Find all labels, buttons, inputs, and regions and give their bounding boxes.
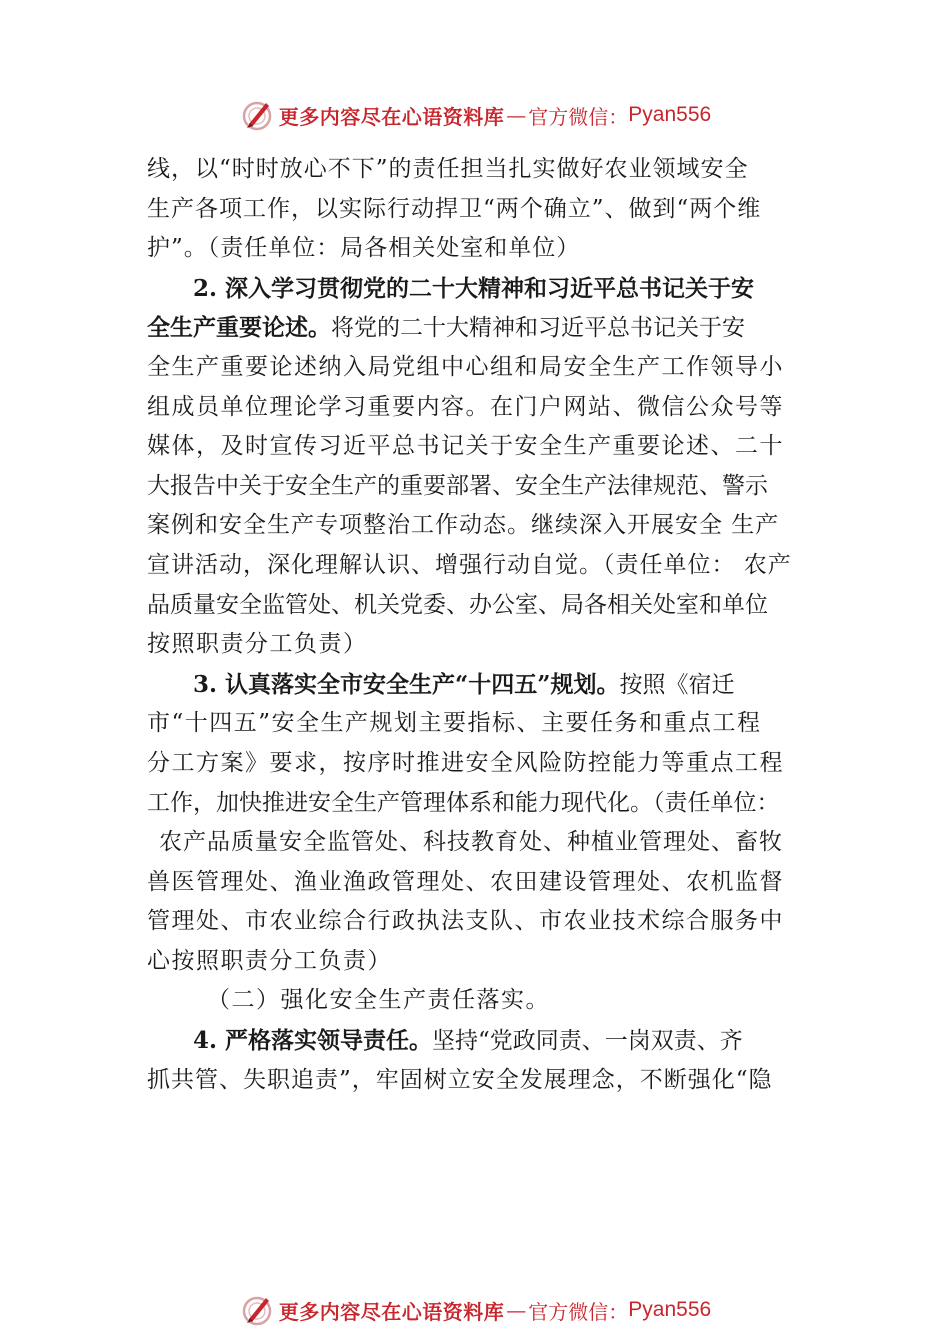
text-line: 品质量安全监管处、机关党委、办公室、局各相关处室和单位: [147, 591, 768, 618]
text-line: 护”。（责任单位：局各相关处室和单位）: [147, 235, 581, 262]
item-4-heading: [147, 1021, 837, 1061]
text-line: 线，以“时时放心不下”的责任担当扎实做好农业领域安全: [147, 156, 749, 182]
banner-dash: —: [506, 1298, 527, 1322]
banner-brand-text: 更多内容尽在心语资料库: [278, 1299, 505, 1324]
section-heading: （二）强化安全生产责任落实。: [207, 987, 550, 1014]
item-4-title: 4. 严格落实领导责任。: [193, 1027, 433, 1055]
text-line: 全生产重要论述纳入局党组中心组和局安全生产工作领导小: [147, 353, 784, 380]
text-line: 媒体，及时宣传习近平总书记关于安全生产重要论述、二十: [147, 433, 784, 460]
text-line: 心按照职责分工负责）: [147, 947, 392, 974]
text-line: 农产品质量安全监管处、科技教育处、种植业管理处、畜牧: [159, 829, 783, 856]
brand-logo-icon: [239, 97, 275, 133]
text-line: 抓共管、失职追责”，牢固树立安全发展理念，不断强化“隐: [147, 1066, 773, 1093]
footer-watermark-banner: [0, 1290, 950, 1330]
text-line: 市“十四五”安全生产规划主要指标、主要任务和重点工程: [147, 710, 762, 737]
text-line: 按照职责分工负责）: [147, 631, 368, 658]
banner-account-id: Pyan556: [628, 103, 712, 126]
item-3-text: 按照《宿迁: [619, 671, 735, 698]
text-line: 大报告中关于安全生产的重要部署、安全生产法律规范、警示: [147, 472, 768, 499]
item-3-title: 3. 认真落实全市安全生产“十四五”规划。: [193, 670, 620, 698]
item-4-text: 坚持“党政同责、一岗双责、齐: [432, 1028, 743, 1055]
header-watermark-banner: [0, 95, 950, 135]
item-2-heading: [147, 269, 837, 309]
brand-logo-icon: [239, 1292, 275, 1328]
text-line: 工作，加快推进安全生产管理体系和能力现代化。（责任单位：: [147, 789, 780, 816]
banner-dash: —: [506, 103, 527, 127]
text-line: 组成员单位理论学习重要内容。在门户网站、微信公众号等: [147, 393, 784, 420]
text-line: 兽医管理处、渔业渔政管理处、农田建设管理处、农机监督: [147, 868, 784, 895]
item-2-text: 将党的二十大精神和习近平总书记关于安: [331, 315, 745, 342]
banner-official-label: 官方微信：: [528, 104, 629, 129]
document-body: [147, 150, 837, 1100]
item-2-number: 2.: [193, 274, 226, 302]
text-line: 管理处、市农业综合行政执法支队、市农业技术综合服务中: [147, 908, 784, 935]
item-2-title: 深入学习贯彻党的二十大精神和习近平总书记关于安: [225, 274, 755, 302]
text-line: 宣讲活动，深化理解认识、增强行动自觉。（责任单位： 农产: [147, 551, 792, 578]
banner-account-id: Pyan556: [628, 1298, 712, 1321]
text-line: 生产各项工作，以实际行动捍卫“两个确立”、做到“两个维: [147, 195, 762, 222]
text-line: 案例和安全生产专项整治工作动态。继续深入开展安全 生产: [147, 512, 780, 539]
banner-official-label: 官方微信：: [528, 1299, 629, 1324]
text-line: 分工方案》要求，按序时推进安全风险防控能力等重点工程: [147, 749, 784, 776]
text-line: [147, 308, 837, 348]
banner-brand-text: 更多内容尽在心语资料库: [278, 104, 505, 129]
item-3-heading: [147, 665, 837, 705]
item-2-title-end: 全生产重要论述。: [147, 314, 331, 342]
